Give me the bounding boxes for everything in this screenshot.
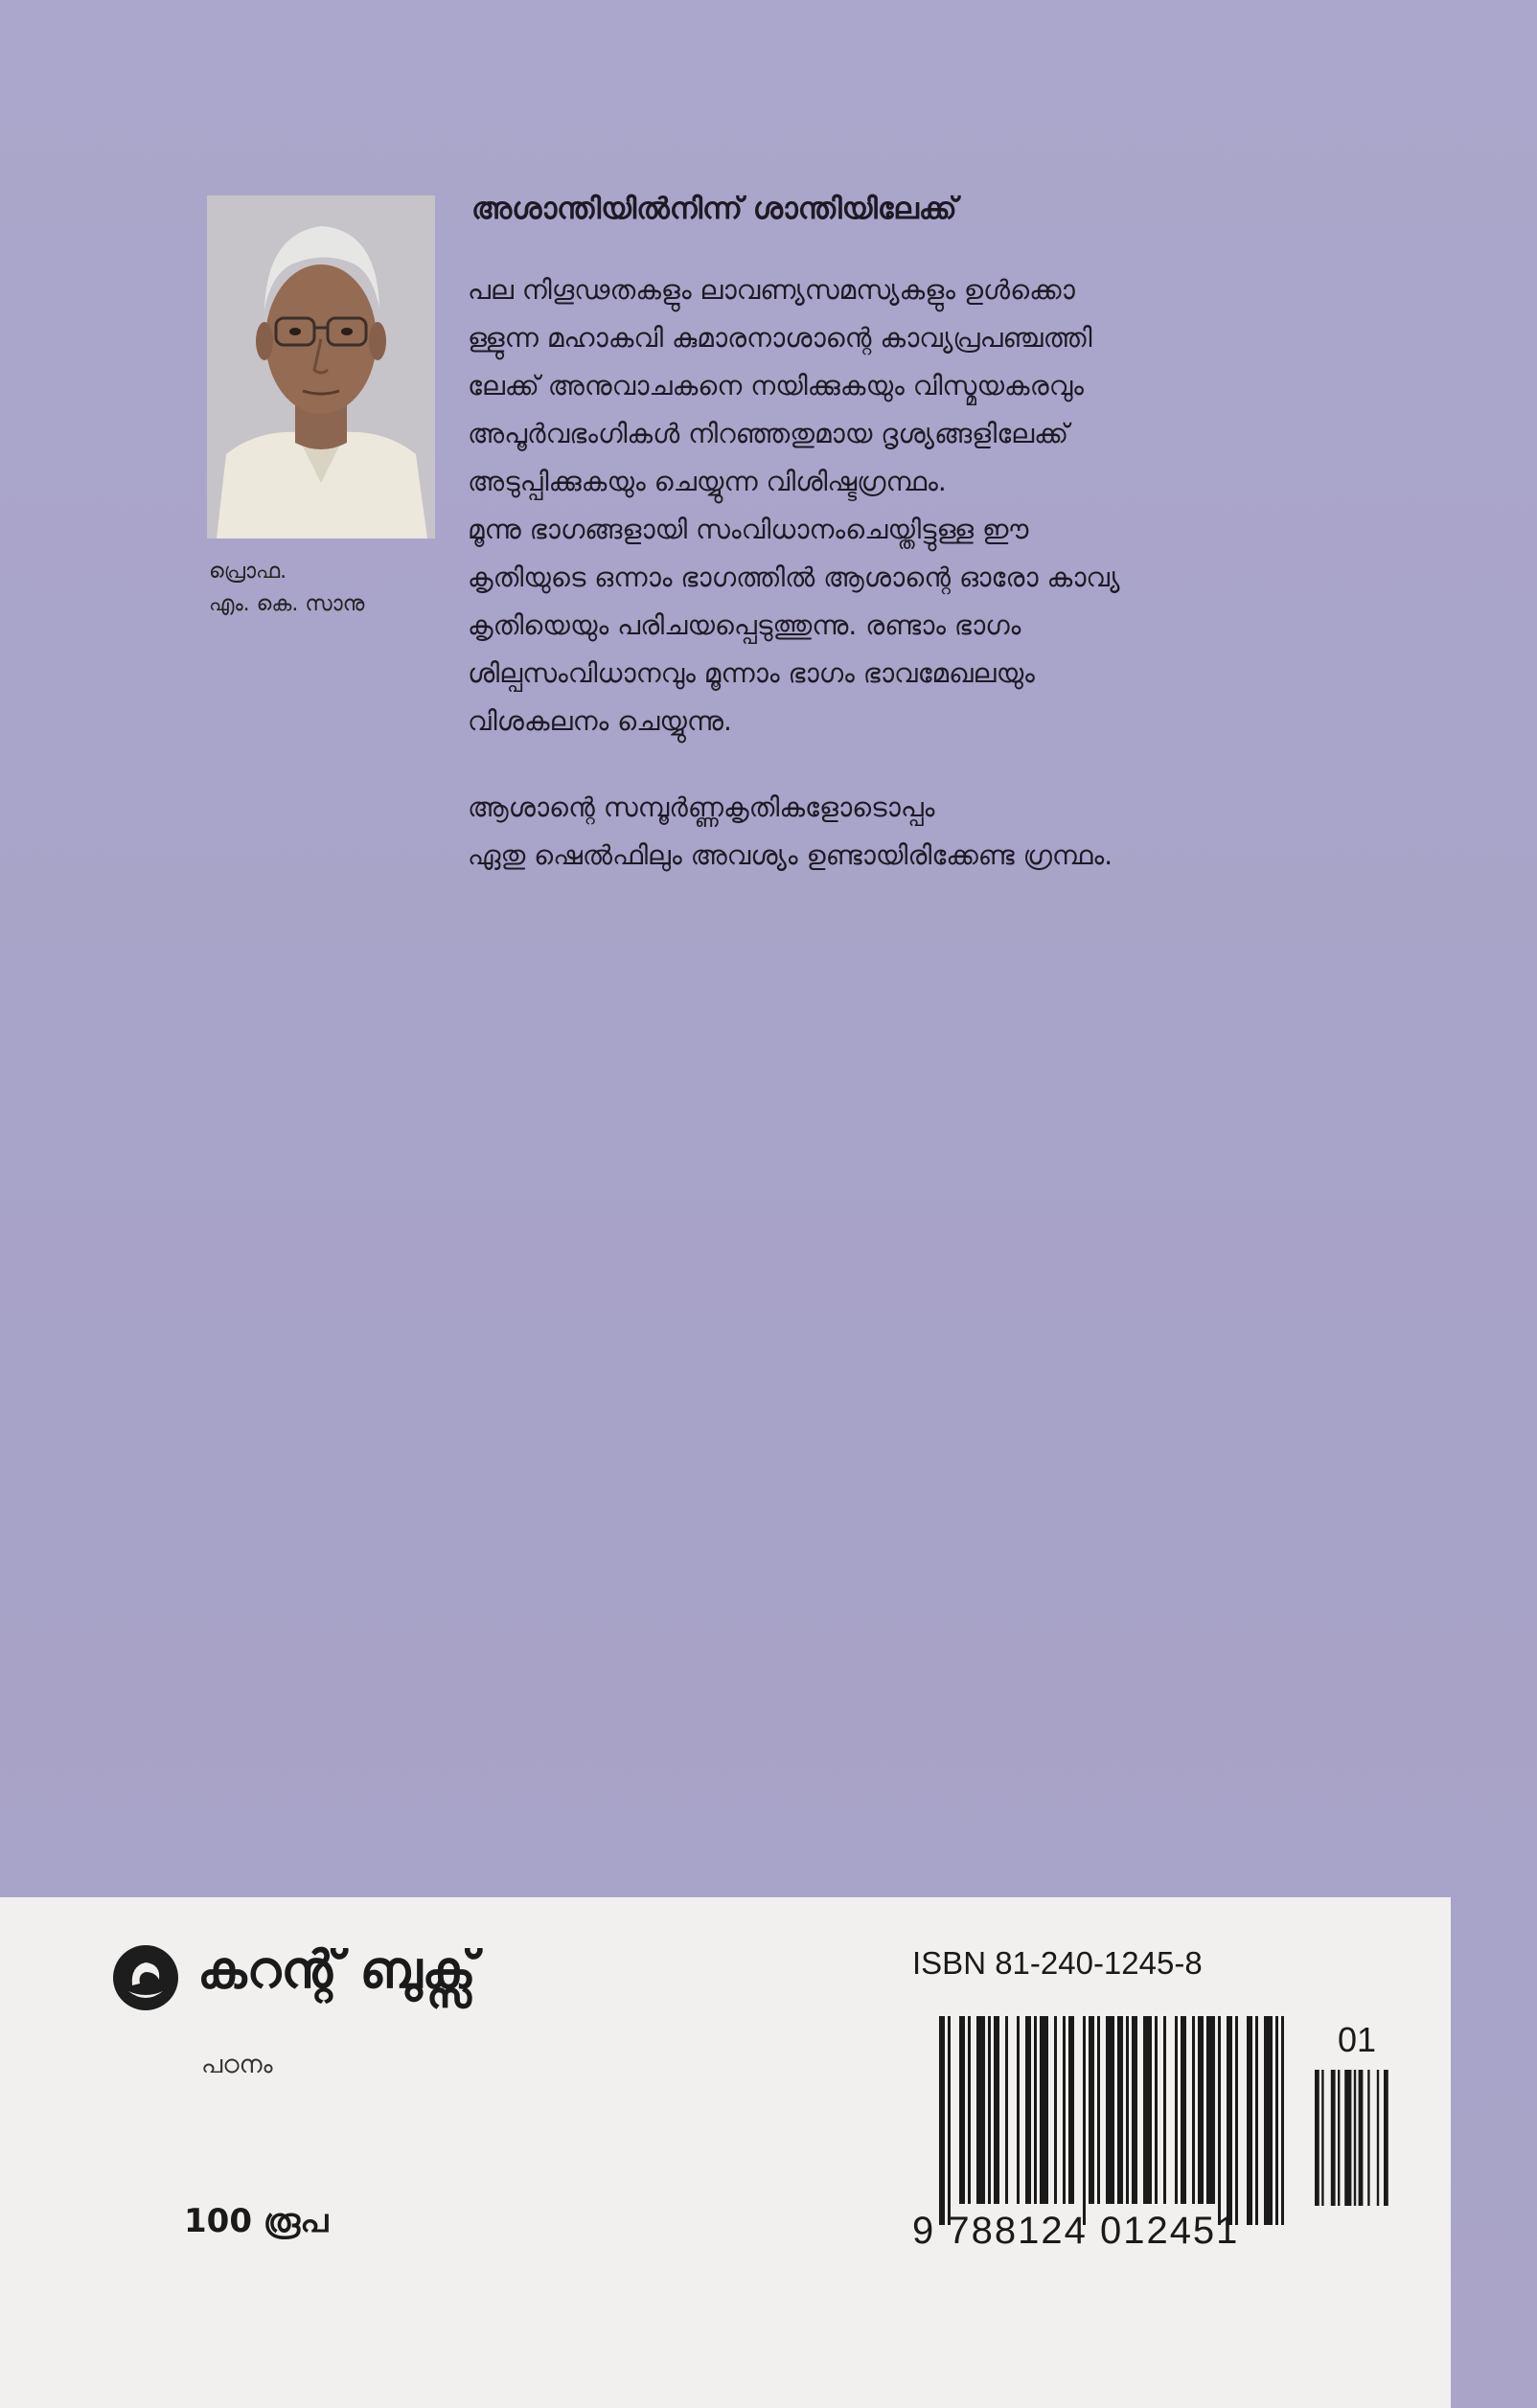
barcode-bar [1275,2016,1278,2225]
barcode-bar [1068,2016,1074,2204]
barcode-bar [939,2016,945,2225]
barcode-bar [1315,2070,1319,2206]
blurb-line: കൃതിയുടെ ഒന്നാം ഭാഗത്തിൽ ആശാന്റെ ഓരോ കാവ്യ [468,562,1120,593]
author-photo [207,195,435,539]
barcode-bar [1367,2070,1369,2206]
barcode-bar [1384,2070,1388,2206]
barcode-bar [1126,2016,1129,2204]
barcode-bar [1054,2016,1057,2204]
barcode-bar [1359,2070,1364,2206]
publisher-name: കറന്റ് ബുക്സ് [197,1939,476,2000]
barcode-addon-number: 01 [1338,2020,1377,2059]
barcode-bar [1227,2016,1232,2225]
book-category: പഠനം [201,2051,273,2079]
blurb-line: വിശകലനം ചെയ്യുന്നു. [468,705,732,737]
blurb-line: ള്ളുന്ന മഹാകവി കുമാരനാശാന്റെ കാവ്യപ്രപഞ്ചത്തി [468,322,1092,354]
barcode-bar [1005,2016,1008,2204]
blurb-paragraph [468,266,1435,745]
barcode-bar [1344,2070,1351,2206]
closing-line: ഏതു ഷെൽഫിലും അവശ്യം ഉണ്ടായിരിക്കേണ്ട ഗ്രന്ഥം. [468,839,1113,871]
blurb-line: അടുപ്പിക്കുകയും ചെയ്യുന്ന വിശിഷ്ടഗ്രന്ഥം. [468,466,947,497]
barcode-bar [1143,2016,1152,2204]
barcode-bar [1206,2016,1215,2204]
author-title: പ്രൊഫ. [209,560,287,584]
barcode-bar [1338,2070,1340,2206]
barcode-bar [1117,2016,1123,2204]
barcode-bar [1089,2016,1094,2204]
barcode-bar [976,2016,985,2204]
barcode-bar [1097,2016,1100,2204]
author-name: എം. കെ. സാനു [209,592,365,616]
barcode-bar [1198,2016,1204,2204]
blurb-line: ലേക്ക് അനുവാചകനെ നയിക്കുകയും വിസ്മയകരവും [468,370,1085,401]
blurb-line: അപൂർവഭംഗികൾ നിറഞ്ഞതുമായ ദൃശ്യങ്ങളിലേക്ക് [468,418,1069,449]
barcode-bar [1247,2016,1252,2225]
publisher-logo-icon [111,1943,180,2012]
blurb-line: മൂന്നു ഭാഗങ്ങളായി സംവിധാനംചെയ്തിട്ടുള്ള ഈ [468,514,1029,545]
barcode-bar [1218,2016,1221,2225]
isbn-label: ISBN 81-240-1245-8 [912,1945,1203,1981]
barcode-bar [1281,2016,1284,2225]
barcode-bar [1181,2016,1186,2204]
barcode-bar [1264,2016,1273,2225]
barcode-bar [1235,2016,1238,2225]
barcode-digits: 9 788124 012451 [912,2210,1240,2252]
barcode-bar [1083,2016,1086,2225]
barcode-bar [1017,2016,1020,2204]
barcode-bar [959,2016,965,2204]
barcode-bar [1331,2070,1336,2206]
barcode-bar [1155,2016,1158,2204]
barcode-bar [1025,2016,1031,2204]
barcode-bar [1106,2016,1114,2204]
barcode-bar [1354,2070,1356,2206]
barcode-bar [988,2016,991,2204]
book-title: അശാന്തിയിൽനിന്ന് ശാന്തിയിലേക്ക് [471,192,957,226]
book-price: 100 രൂപ [184,2202,329,2240]
barcode-bar [948,2016,951,2225]
barcode [937,2016,1284,2225]
blurb-line: പല നിഗൂഢതകളും ലാവണ്യസമസ്യകളും ഉൾക്കൊ [468,274,1075,306]
barcode-bar [1040,2016,1048,2204]
barcode-bar [1192,2016,1195,2204]
closing-paragraph [468,784,1435,880]
barcode-bar [1377,2070,1379,2206]
barcode-bar [1163,2016,1166,2204]
barcode-bar [1132,2016,1137,2204]
barcode-bar [994,2016,999,2204]
closing-line: ആശാന്റെ സമ്പൂർണ്ണകൃതികളോടൊപ്പം [468,791,935,823]
blurb-line: കൃതിയെയും പരിചയപ്പെടുത്തുന്നു. രണ്ടാം ഭാഗം [468,609,1021,641]
barcode-bar [1034,2016,1037,2204]
barcode-bar [1255,2016,1258,2225]
blurb-line: ശില്പസംവിധാനവും മൂന്നാം ഭാഗം ഭാവമേഖലയും [468,657,1035,689]
barcode-bar [1175,2016,1178,2204]
barcode-bar [968,2016,971,2204]
barcode-bar [1063,2016,1066,2204]
author-caption [209,556,439,621]
barcode-addon [1313,2070,1391,2227]
barcode-bar [1321,2070,1323,2206]
